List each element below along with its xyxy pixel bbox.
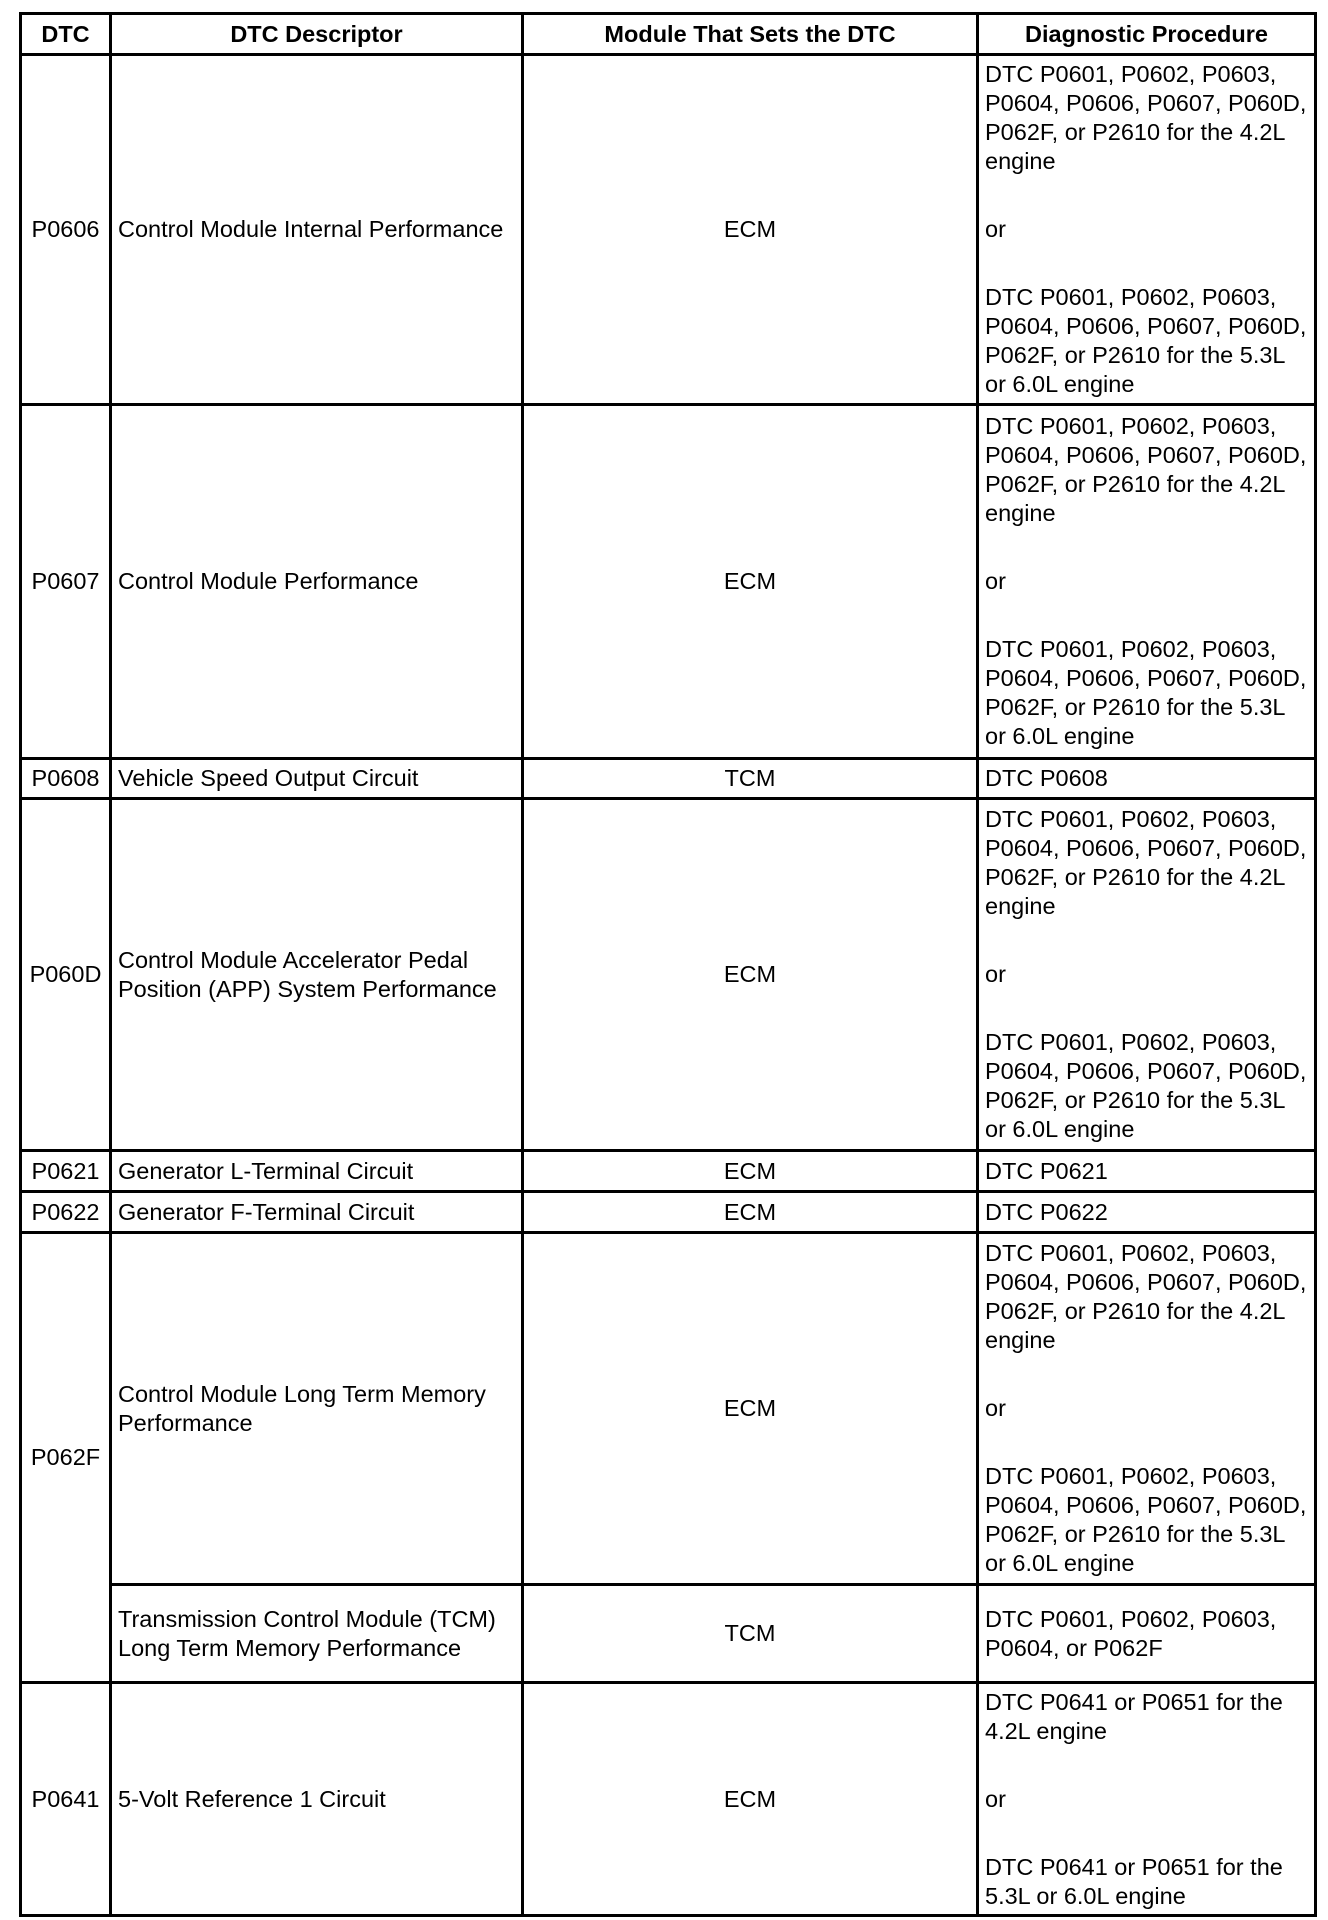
table-row	[21, 759, 1316, 799]
dtc-table	[19, 12, 1317, 1917]
procedure-line: DTC P0601, P0602, P0603, P0604, P0606, P0607, P060D, P062F, or P2610 for the 4.2L engine	[985, 413, 1307, 526]
dtc-descriptor: Control Module Long Term Memory Performance	[111, 1233, 523, 1585]
procedure-or: or	[985, 568, 1006, 594]
procedure-or: or	[985, 1395, 1006, 1421]
dtc-code: P0622	[21, 1192, 111, 1233]
dtc-descriptor: Generator L-Terminal Circuit	[111, 1151, 523, 1192]
dtc-code: P060D	[21, 799, 111, 1151]
dtc-procedure	[978, 1683, 1316, 1916]
dtc-procedure	[978, 55, 1316, 405]
dtc-procedure: DTC P0601, P0602, P0603, P0604, or P062F	[978, 1585, 1316, 1683]
dtc-module: ECM	[523, 1233, 978, 1585]
header-procedure: Diagnostic Procedure	[978, 14, 1316, 55]
table-row	[21, 405, 1316, 759]
dtc-procedure	[978, 405, 1316, 759]
procedure-line: DTC P0641 or P0651 for the 5.3L or 6.0L engine	[985, 1853, 1283, 1909]
dtc-code: P0621	[21, 1151, 111, 1192]
procedure-or: or	[985, 216, 1006, 242]
dtc-code: P062F	[21, 1233, 111, 1683]
procedure-line: DTC P0641 or P0651 for the 4.2L engine	[985, 1688, 1283, 1744]
dtc-descriptor: 5-Volt Reference 1 Circuit	[111, 1683, 523, 1916]
table-row	[21, 1192, 1316, 1233]
dtc-module: ECM	[523, 405, 978, 759]
dtc-descriptor: Transmission Control Module (TCM) Long Term Memory Performance	[111, 1585, 523, 1683]
dtc-descriptor: Control Module Internal Performance	[111, 55, 523, 405]
dtc-descriptor: Vehicle Speed Output Circuit	[111, 759, 523, 799]
header-module: Module That Sets the DTC	[523, 14, 978, 55]
dtc-code: P0641	[21, 1683, 111, 1916]
procedure-or: or	[985, 961, 1006, 987]
procedure-line: DTC P0601, P0602, P0603, P0604, P0606, P0607, P060D, P062F, or P2610 for the 5.3L or 6.0L engine	[985, 636, 1307, 749]
dtc-descriptor: Control Module Performance	[111, 405, 523, 759]
procedure-line: DTC P0601, P0602, P0603, P0604, P0606, P0607, P060D, P062F, or P2610 for the 5.3L or 6.0L engine	[985, 1029, 1307, 1142]
dtc-procedure: DTC P0608	[978, 759, 1316, 799]
table-row	[21, 1233, 1316, 1585]
table-row	[21, 799, 1316, 1151]
procedure-or: or	[985, 1785, 1006, 1812]
dtc-module: ECM	[523, 799, 978, 1151]
dtc-code: P0608	[21, 759, 111, 799]
procedure-line: DTC P0601, P0602, P0603, P0604, P0606, P0607, P060D, P062F, or P2610 for the 4.2L engine	[985, 1240, 1307, 1353]
header-dtc: DTC	[21, 14, 111, 55]
table-row	[21, 1151, 1316, 1192]
procedure-line: DTC P0601, P0602, P0603, P0604, P0606, P0607, P060D, P062F, or P2610 for the 5.3L or 6.0L engine	[985, 1463, 1307, 1576]
dtc-procedure	[978, 1233, 1316, 1585]
procedure-line: DTC P0601, P0602, P0603, P0604, P0606, P0607, P060D, P062F, or P2610 for the 5.3L or 6.0L engine	[985, 284, 1307, 397]
procedure-line: DTC P0601, P0602, P0603, P0604, P0606, P0607, P060D, P062F, or P2610 for the 4.2L engine	[985, 806, 1307, 919]
table-row	[21, 1683, 1316, 1916]
header-descriptor: DTC Descriptor	[111, 14, 523, 55]
dtc-module: ECM	[523, 1683, 978, 1916]
dtc-module: TCM	[523, 1585, 978, 1683]
dtc-module: TCM	[523, 759, 978, 799]
dtc-descriptor: Generator F-Terminal Circuit	[111, 1192, 523, 1233]
dtc-procedure	[978, 799, 1316, 1151]
dtc-code: P0606	[21, 55, 111, 405]
dtc-code: P0607	[21, 405, 111, 759]
dtc-descriptor: Control Module Accelerator Pedal Position (APP) System Performance	[111, 799, 523, 1151]
dtc-module: ECM	[523, 1192, 978, 1233]
dtc-module: ECM	[523, 55, 978, 405]
dtc-procedure: DTC P0622	[978, 1192, 1316, 1233]
procedure-line: DTC P0601, P0602, P0603, P0604, P0606, P0607, P060D, P062F, or P2610 for the 4.2L engine	[985, 61, 1307, 174]
dtc-module: ECM	[523, 1151, 978, 1192]
table-row	[21, 55, 1316, 405]
table-row	[21, 1585, 1316, 1683]
dtc-procedure: DTC P0621	[978, 1151, 1316, 1192]
header-row	[21, 14, 1316, 55]
